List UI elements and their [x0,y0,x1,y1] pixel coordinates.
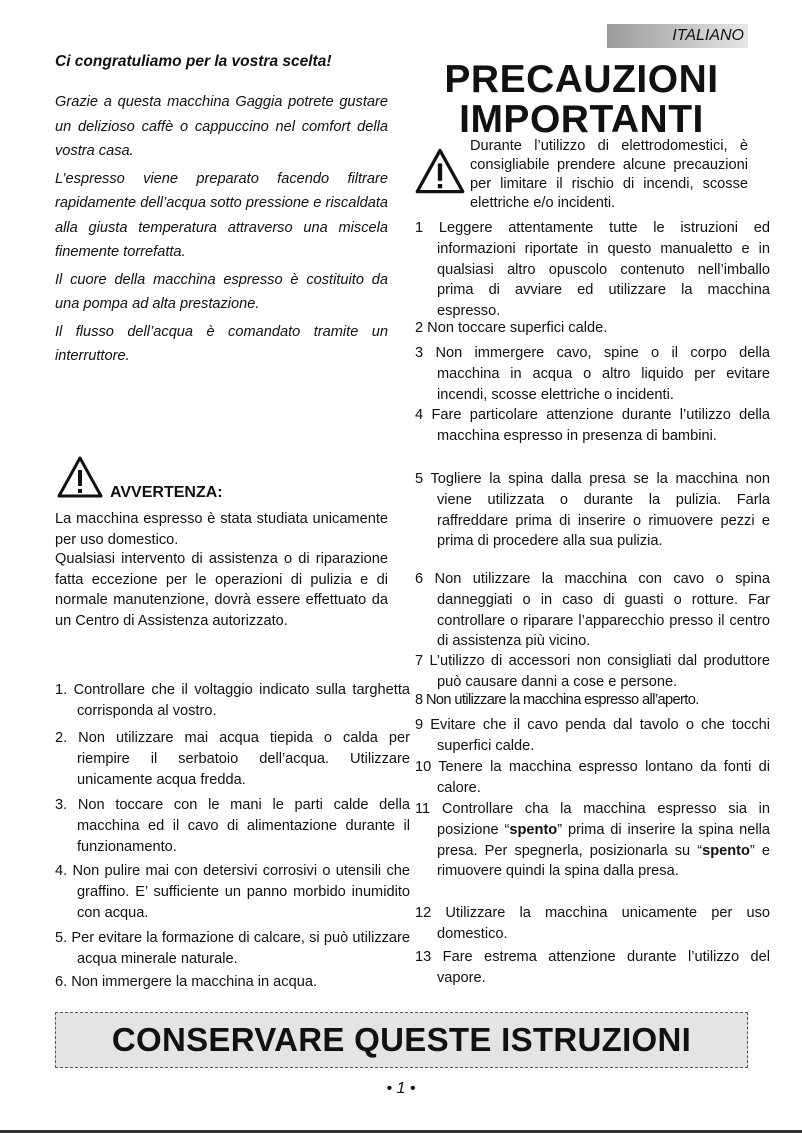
language-tab: ITALIANO [607,24,748,48]
list-item: 10 Tenere la macchina espresso lontano da fonti di calore. [415,759,770,796]
intro-paragraph: Grazie a questa macchina Gaggia potrete gustare un delizioso caffè o cappuccino nel comfort della vostra casa. [55,94,388,159]
page-number: • 1 • [386,1080,416,1097]
list-item: 6. Non immergere la macchina in acqua. [55,974,318,990]
list-item: 3. Non toccare con le mani le parti calde della macchina ed il cavo di alimentazione durante il funzionamento. [55,797,410,855]
intro-paragraph: Il flusso dell’acqua è comandato tramite un interruttore. [55,323,388,364]
intro-text [55,90,388,372]
list-item: 8 Non utilizzare la macchina espresso all’aperto. [415,692,699,708]
lead-heading: Ci congratuliamo per la vostra scelta! [55,53,332,70]
item-text: ” e rimuovere quindi la spina dalla presa. [437,842,770,880]
list-item: 5. Per evitare la formazione di calcare, si può utilizzare acqua minerale naturale. [55,930,410,967]
list-item: 4 Fare particolare attenzione durante l’utilizzo della macchina espresso in presenza di bambini. [415,407,770,444]
list-item: 13 Fare estrema attenzione durante l’utilizzo del vapore. [415,949,770,986]
precautions-intro: Durante l’utilizzo di elettrodomestici, è consigliabile prendere alcune precauzioni per limitare il rischio di incendi, scosse elettriche e/o incidenti. [470,138,748,211]
page-title-line2: IMPORTANTI [459,98,704,141]
list-item: 7 L’utilizzo di accessori non consigliati dal produttore può causare danni a cose e persone. [415,653,770,690]
keep-instructions-banner: CONSERVARE QUESTE ISTRUZIONI [55,1012,748,1068]
warning-icon [56,455,104,499]
list-item: 9 Evitare che il cavo penda dal tavolo o che tocchi superfici calde. [415,717,770,754]
warning-title: AVVERTENZA: [110,484,223,501]
item-emphasis: spento [702,842,750,859]
item-text: ” prima di inserire la spina nella presa. Per spegnerla, posizionarla su “ [437,821,771,859]
item-emphasis: spento [509,821,558,838]
warning-paragraph: Qualsiasi intervento di assistenza o di riparazione fatta eccezione per le operazioni di pulizia e di normale manutenzione, dovrà essere effettuato da un Centro di Assistenza autorizzato. [55,551,388,629]
list-item [415,799,770,882]
list-item: 2. Non utilizzare mai acqua tiepida o calda per riempire il serbatoio dell’acqua. Utilizzare unicamente acqua fredda. [55,730,410,788]
list-item: 2 Non toccare superfici calde. [415,320,608,336]
item-text: 11 Controllare cha la macchina espresso sia in posizione “ [415,801,770,838]
list-item: 4. Non pulire mai con detersivi corrosivi o utensili che graffino. E’ sufficiente un panno morbido inumidito con acqua. [55,863,410,921]
list-item: 1. Controllare che il voltaggio indicato sulla targhetta corrisponda al vostro. [55,682,410,719]
list-item: 6 Non utilizzare la macchina con cavo o spina danneggiati o in caso di guasti o rotture. Far controllare o riparare l’apparecchio presso il centro di assistenza più vicino. [415,571,770,650]
list-item: 3 Non immergere cavo, spine o il corpo della macchina in acqua o altro liquido per evitare incendi, scosse elettriche o incidenti. [415,345,770,403]
page-title-line1: PRECAUZIONI [444,58,719,101]
warning-paragraph: La macchina espresso è stata studiata unicamente per uso domestico. [55,511,388,548]
list-item: 5 Togliere la spina dalla presa se la macchina non viene utilizzata o durante la pulizia. Farla raffreddare prima di inserire o rimuovere pezzi e prima di procedere alla sua pulizia. [415,471,770,550]
intro-paragraph: L’espresso viene preparato facendo filtrare rapidamente dell’acqua sotto pressione e riscaldata alla giusta temperatura attraverso una miscela finemente torrefatta. [55,170,388,260]
list-item: 1 Leggere attentamente tutte le istruzioni ed informazioni riportate in questo manualetto e in qualsiasi altro opuscolo contenuto nell’imballo prima di avviare ed utilizzare la macchina espresso. [415,220,770,320]
warning-icon [414,147,466,195]
intro-paragraph: Il cuore della macchina espresso è costituito da una pompa ad alta prestazione. [55,271,388,312]
list-item: 12 Utilizzare la macchina unicamente per uso domestico. [415,905,770,942]
